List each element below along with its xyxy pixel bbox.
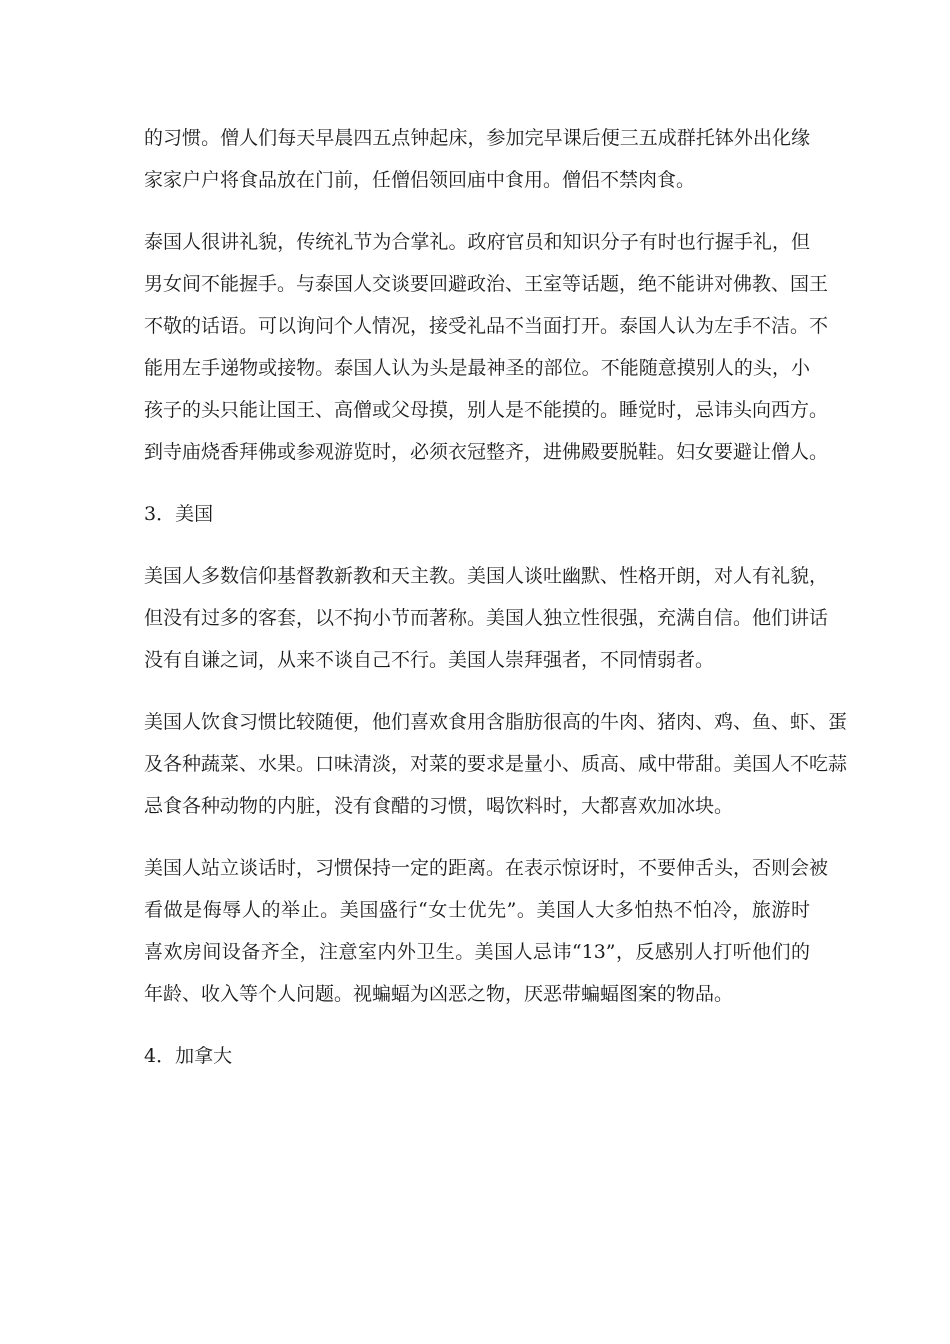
text-line: 年龄、收入等个人问题。视蝙蝠为凶恶之物，厌恶带蝙蝠图案的物品。 [144,983,734,1005]
text-line: 不敬的话语。可以询问个人情况，接受礼品不当面打开。泰国人认为左手不洁。不 [144,315,829,337]
text-line: 美国人饮食习惯比较随便，他们喜欢食用含脂肪很高的牛肉、猪肉、鸡、鱼、虾、蛋 [144,711,848,733]
text-line: 没有自谦之词，从来不谈自己不行。美国人崇拜强者，不同情弱者。 [144,649,715,671]
text-line: 喜欢房间设备齐全，注意室内外卫生。美国人忌讳“13”，反感别人打听他们的 [144,941,810,963]
text-line: 看做是侮辱人的举止。美国盛行“女士优先”。美国人大多怕热不怕冷，旅游时 [144,899,810,921]
text-line: 家家户户将食品放在门前，任僧侣领回庙中食用。僧侣不禁肉食。 [144,169,696,191]
text-line: 及各种蔬菜、水果。口味清淡，对菜的要求是量小、质高、咸中带甜。美国人不吃蒜 [144,753,848,775]
text-line: 孩子的头只能让国王、高僧或父母摸，别人是不能摸的。睡觉时，忌讳头向西方。 [144,399,829,421]
text-line: 但没有过多的客套，以不拘小节而著称。美国人独立性很强，充满自信。他们讲话 [144,607,829,629]
paragraph-thai-etiquette [144,221,829,473]
text-line: 美国人站立谈话时，习惯保持一定的距离。在表示惊讶时，不要伸舌头，否则会被 [144,857,829,879]
paragraph-monk-customs [144,117,810,201]
text-line: 的习惯。僧人们每天早晨四五点钟起床，参加完早课后便三五成群托钵外出化缘 [144,127,810,149]
text-line: 能用左手递物或接物。泰国人认为头是最神圣的部位。不能随意摸别人的头，小 [144,357,810,379]
document-body [144,117,848,1077]
text-line: 美国人多数信仰基督教新教和天主教。美国人谈吐幽默、性格开朗，对人有礼貌， [144,565,829,587]
paragraph-us-diet [144,701,848,827]
text-line: 男女间不能握手。与泰国人交谈要回避政治、王室等话题，绝不能讲对佛教、国王 [144,273,829,295]
text-line: 忌食各种动物的内脏，没有食醋的习惯，喝饮料时，大都喜欢加冰块。 [144,795,734,817]
section-heading-canada: 4．加拿大 [144,1045,233,1067]
text-line: 泰国人很讲礼貌，传统礼节为合掌礼。政府官员和知识分子有时也行握手礼，但 [144,231,810,253]
paragraph-us-manners [144,847,829,1015]
text-line: 到寺庙烧香拜佛或参观游览时，必须衣冠整齐，进佛殿要脱鞋。妇女要避让僧人。 [144,441,829,463]
paragraph-us-character [144,555,829,681]
section-heading-usa: 3．美国 [144,503,214,525]
